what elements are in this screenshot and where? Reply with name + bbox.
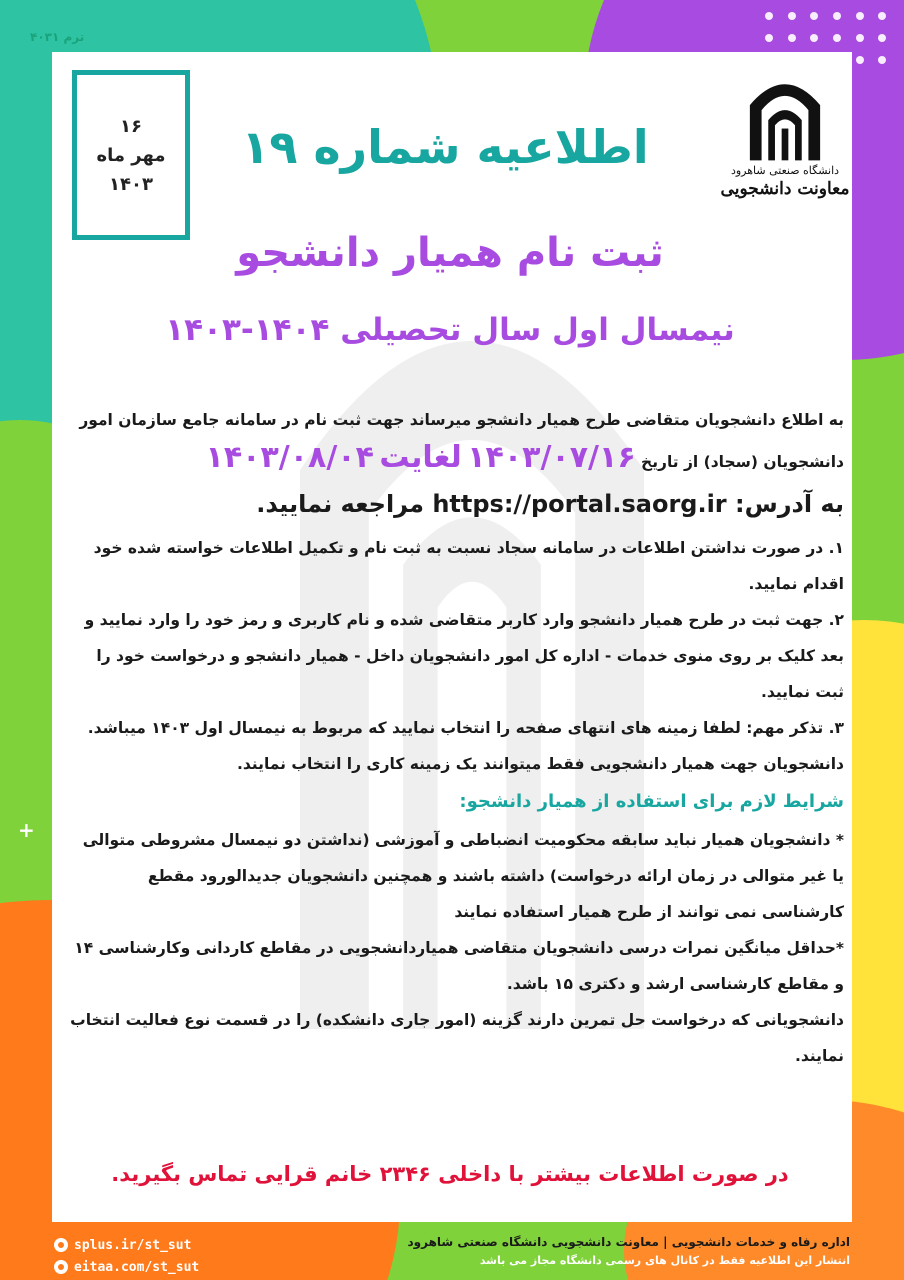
- date-to-label: لغایت: [379, 440, 462, 475]
- footer-link-row-1[interactable]: [54, 1234, 199, 1256]
- university-name: دانشگاه صنعتی شاهرود: [730, 164, 840, 177]
- announcement-title: اطلاعیه شماره ۱۹: [241, 120, 649, 174]
- footer-links: [54, 1234, 199, 1278]
- semester-line: نیمسال اول سال تحصیلی ۱۴۰۴-۱۴۰۳: [165, 312, 735, 348]
- intro-line-2: دانشجویان (سجاد) از تاریخ: [641, 453, 844, 471]
- footer-text: [330, 1232, 850, 1270]
- footer-link-row-2[interactable]: [54, 1256, 199, 1278]
- plus-decoration-icon: +: [18, 818, 35, 842]
- term-label: ترم ۴۰۳۱: [30, 30, 85, 44]
- date-month: مهر ماه: [96, 144, 166, 166]
- date-year: ۱۴۰۳: [109, 173, 153, 195]
- condition-2: *حداقل میانگین نمرات درسی دانشجویان متقاضی همیاردانشجویی در مقاطع کاردانی وکارشناسی ۱۴ و مقاطع کارشناسی ارشد و دکتری ۱۵ باشد.: [74, 939, 844, 993]
- intro-line-1: به اطلاع دانشجویان متقاضی طرح همیار دانشجو میرساند جهت ثبت نام در سامانه جامع سازمان امور: [79, 411, 844, 429]
- university-emblem-icon: [742, 70, 828, 162]
- footer-line-1: اداره رفاه و خدمات دانشجویی | معاونت دانشجویی دانشگاه صنعتی شاهرود: [407, 1235, 850, 1249]
- date-from: ۱۴۰۳/۰۷/۱۶: [467, 440, 636, 475]
- date-box: [72, 70, 190, 240]
- university-logo: [705, 70, 865, 240]
- date-day: ۱۶: [120, 115, 142, 137]
- item-2: ۲. جهت ثبت در طرح همیار دانشجو وارد کاربر متقاضی شده و نام کاربری و رمز خود را وارد نمایید و بعد کلیک بر روی منوی خدمات - اداره کل امور دانشجویان داخل - همیار دانشجو و درخواست خود را ثبت نمایید.: [84, 611, 844, 701]
- footer-link-eitaa[interactable]: eitaa.com/st_sut: [74, 1259, 200, 1275]
- conditions-heading: شرایط لازم برای استفاده از همیار دانشجو:: [459, 791, 844, 812]
- condition-3: دانشجویانی که درخواست حل تمرین دارند گزینه (امور جاری دانشکده) را در قسمت نوع فعالیت انتخاب نمایند.: [70, 1011, 844, 1065]
- announcement-body: [66, 402, 844, 1074]
- address-line: [66, 482, 844, 526]
- item-3: ۳. تذکر مهم: لطفا زمینه های انتهای صفحه را انتخاب نمایید که مربوط به نیمسال اول ۱۴۰۳ میباشد. دانشجویان جهت همیار دانشجویی فقط میتوانند یک زمینه کاری را انتخاب نمایند.: [87, 719, 844, 773]
- address-suffix: مراجعه نمایید.: [256, 490, 424, 518]
- announcement-subtitle: ثبت نام همیار دانشجو: [236, 230, 664, 276]
- item-1: ۱. در صورت نداشتن اطلاعات در سامانه سجاد نسبت به ثبت نام و تکمیل اطلاعات خواسته شده خود اقدام نمایید.: [93, 539, 844, 593]
- address-prefix: به آدرس:: [735, 490, 844, 518]
- unit-name: معاونت دانشجویی: [720, 179, 850, 199]
- date-to: ۱۴۰۳/۰۸/۰۴: [205, 440, 374, 475]
- contact-line: در صورت اطلاعات بیشتر با داخلی ۲۳۴۶ خانم قرایی تماس بگیرید.: [111, 1162, 789, 1186]
- footer-link-splus[interactable]: splus.ir/st_sut: [74, 1237, 192, 1253]
- portal-link[interactable]: https://portal.saorg.ir: [432, 490, 727, 518]
- splus-icon: [54, 1238, 68, 1252]
- condition-1: * دانشجویان همیار نباید سابقه محکومیت انضباطی و آموزشی (نداشتن دو نیمسال مشروطی متوالی یا غیر متوالی در زمان ارائه درخواست) داشته باشند و همچنین دانشجویان جدیدالورود مقطع کارشناسی نمی توانند از طرح همیار استفاده نمایند: [82, 831, 844, 921]
- date-range-line: [66, 438, 844, 482]
- footer-line-2: انتشار این اطلاعیه فقط در کانال های رسمی دانشگاه مجاز می باشد: [479, 1254, 850, 1267]
- eitaa-icon: [54, 1260, 68, 1274]
